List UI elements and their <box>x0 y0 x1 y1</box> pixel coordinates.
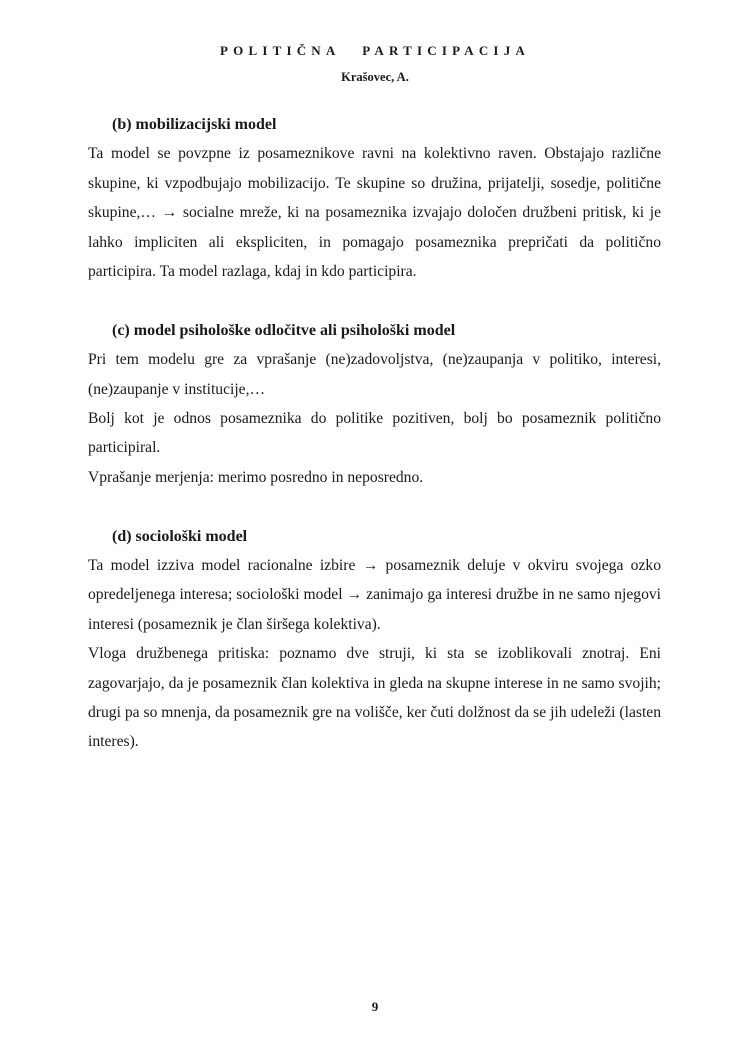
section-heading: (d) sociološki model <box>112 527 248 545</box>
section-heading: (c) model psihološke odločitve ali psihološki model <box>112 321 456 339</box>
page-body <box>88 110 661 757</box>
section-mobilization-model <box>88 110 661 286</box>
page-number: 9 <box>371 999 379 1014</box>
paragraph: Pri tem modelu gre za vprašanje (ne)zadovoljstva, (ne)zaupanja v politiko, interesi, (ne)zaupanje v institucije,… <box>88 351 661 398</box>
section-psychological-model <box>88 316 661 492</box>
paragraph: Ta model se povzpne iz posameznikove ravni na kolektivno raven. Obstajajo različne skupine, ki vzpodbujajo mobilizacijo. Te skupine so družina, prijatelji, sosedje, politične skupine,… → socialne mreže, ki na posameznika izvajajo določen družbeni pritisk, ki je lahko impliciten ali ekspliciten, in pomagajo posameznika prepričati da politično participira. Ta model razlaga, kdaj in kdo participira. <box>88 145 661 281</box>
spacer <box>88 492 661 521</box>
running-header-author: Krašovec, A. <box>341 70 409 84</box>
section-heading: (b) mobilizacijski model <box>112 116 277 133</box>
paragraph: Bolj kot je odnos posameznika do politike pozitiven, bolj bo posameznik politično participiral. <box>88 410 661 457</box>
running-header-title: POLITIČNA PARTICIPACIJA <box>220 43 530 58</box>
section-sociological-model <box>88 522 661 757</box>
paragraph: Ta model izziva model racionalne izbire → posameznik deluje v okviru svojega ozko opredeljenega interesa; sociološki model → zanimajo ga interesi družbe in ne samo njegovi interesi (posameznik je član širšega kolektiva). <box>88 557 661 633</box>
paragraph: Vprašanje merjenja: merimo posredno in neposredno. <box>88 468 424 486</box>
paragraph: Vloga družbenega pritiska: poznamo dve struji, ki sta se izoblikovali znotraj. Eni zagovarjajo, da je posameznik član kolektiva in gleda na skupne interese in ne samo svojih; drugi pa so mnenja, da posameznik gre na volišče, ker čuti dolžnost da se jih udeleži (lasten interes). <box>88 645 661 751</box>
spacer <box>88 286 661 315</box>
